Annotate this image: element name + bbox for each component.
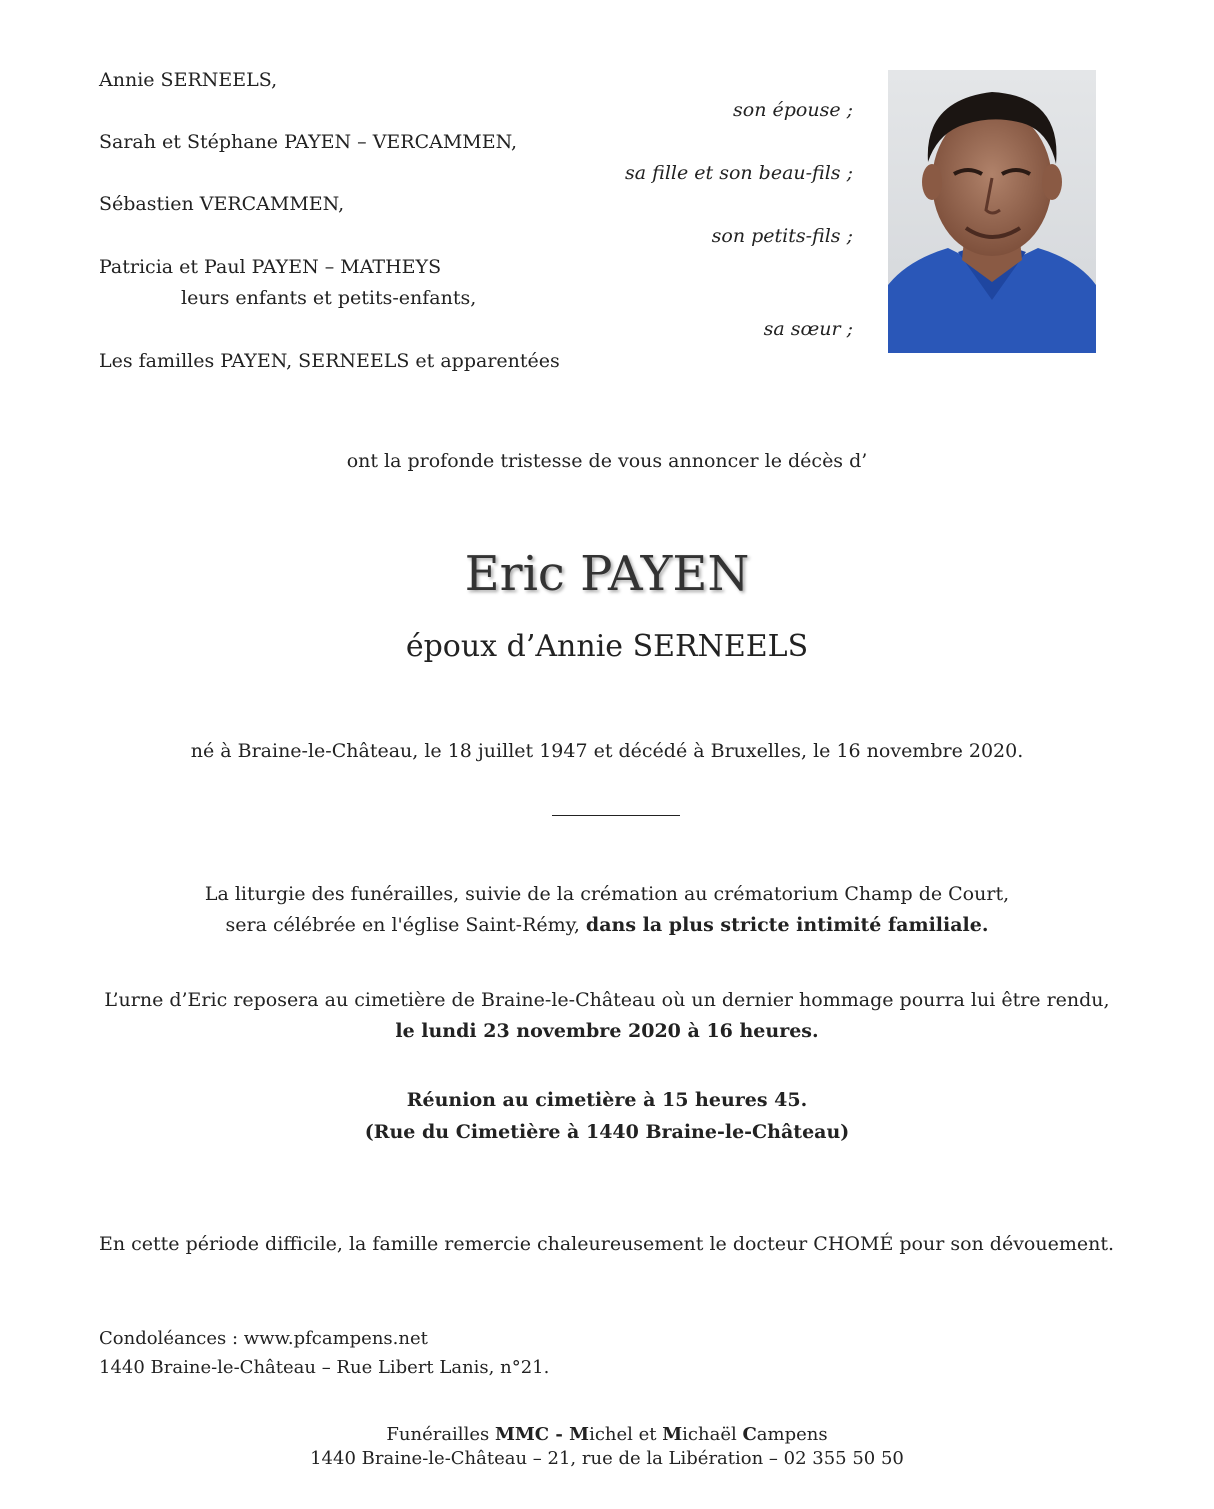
meeting-time: Réunion au cimetière à 15 heures 45. xyxy=(406,1089,808,1111)
deceased-name: Eric PAYEN xyxy=(464,546,750,602)
family-member-2: Sarah et Stéphane PAYEN – VERCAMMEN, xyxy=(99,131,518,153)
intimacy-text: dans la plus stricte intimité familiale. xyxy=(585,914,989,936)
family-member-4-descendants: leurs enfants et petits-enfants, xyxy=(181,287,477,309)
relation-2: sa fille et son beau-fils ; xyxy=(625,162,853,184)
funeral-paragraph-1-line-2 xyxy=(0,913,1214,937)
church-text: sera célébrée en l'église Saint-Rémy, xyxy=(225,914,586,936)
relation-4: sa sœur ; xyxy=(763,318,853,340)
funeral-paragraph-2-line-1: L’urne d’Eric reposera au cimetière de Braine-le-Château où un dernier hommage pourra lui être rendu, xyxy=(104,989,1110,1011)
announcement-text: ont la profonde tristesse de vous annoncer le décès d’ xyxy=(346,450,868,472)
meeting-address: (Rue du Cimetière à 1440 Braine-le-Château) xyxy=(364,1121,850,1143)
deceased-spouse: époux d’Annie SERNEELS xyxy=(405,629,809,664)
birth-death-dates: né à Braine-le-Château, le 18 juillet 1947 et décédé à Bruxelles, le 16 novembre 2020. xyxy=(190,740,1024,762)
thanks-text: En cette période difficile, la famille remercie chaleureusement le docteur CHOMÉ pour son dévouement. xyxy=(99,1233,1115,1255)
relation-1: son épouse ; xyxy=(733,99,853,121)
family-member-5: Les familles PAYEN, SERNEELS et apparentées xyxy=(99,350,560,372)
condolences-address: 1440 Braine-le-Château – Rue Libert Lanis, n°21. xyxy=(99,1357,550,1378)
funeral-paragraph-2-line-2 xyxy=(0,1019,1214,1043)
relation-3: son petits-fils ; xyxy=(711,225,853,247)
family-member-3: Sébastien VERCAMMEN, xyxy=(99,193,345,215)
portrait-photo xyxy=(888,70,1096,353)
funeral-home-name: Funérailles MMC - Michel et Michaël Campens xyxy=(386,1424,828,1445)
divider xyxy=(552,815,680,816)
funeral-home-address: 1440 Braine-le-Château – 21, rue de la Libération – 02 355 50 50 xyxy=(310,1448,904,1469)
ceremony-date: le lundi 23 novembre 2020 à 16 heures. xyxy=(395,1020,819,1042)
family-member-4: Patricia et Paul PAYEN – MATHEYS xyxy=(99,256,442,278)
funeral-paragraph-1-line-1: La liturgie des funérailles, suivie de la crémation au crématorium Champ de Court, xyxy=(204,883,1010,905)
condolences-website: Condoléances : www.pfcampens.net xyxy=(99,1328,428,1349)
family-member-1: Annie SERNEELS, xyxy=(99,69,278,91)
